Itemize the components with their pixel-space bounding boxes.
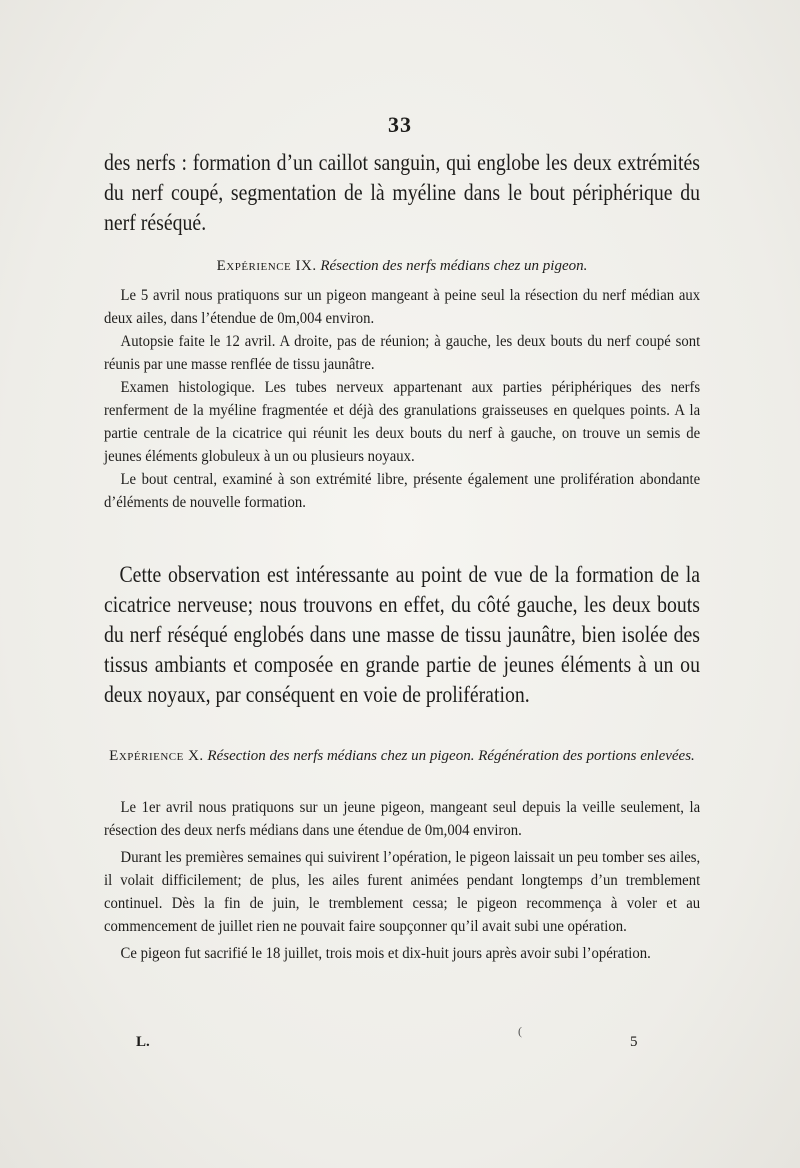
experiment-paragraph: Ce pigeon fut sacrifié le 18 juillet, trois mois et dix-huit jours après avoir subi l’opération. <box>120 945 651 962</box>
gathering-number: 5 <box>630 1034 638 1050</box>
paragraph-text: Cette observation est intéressante au point de vue de la formation de la cicatrice nerveuse; nous trouvons en effet, du côté gauche, les deux bouts du nerf réséqué englobés dans une masse de tissu jaunâtre, bien isolée des tissus ambiants et composée en grande partie de jeunes éléments à un ou deux noyaux, par conséquent en voie de prolifération. <box>104 562 700 707</box>
experiment-label: Expérience X. <box>109 748 204 764</box>
signature-mark: L. <box>136 1034 150 1050</box>
page-number: 33 <box>388 112 412 137</box>
experiment-paragraph: Examen histologique. Les tubes nerveux appartenant aux parties périphériques des nerfs renferment de la myéline fragmentée et déjà des granulations graisseuses en quelques points. A la partie centrale de la cicatrice qui réunit les deux bouts du nerf à gauche, on trouve un semis de jeunes éléments globuleux à un ou plusieurs noyaux. <box>104 379 701 465</box>
experiment-x-heading <box>104 746 700 767</box>
experiment-title: Résection des nerfs médians chez un pigeon. Régénération des portions enlevées. <box>207 748 695 764</box>
experiment-ix-heading <box>104 256 700 277</box>
experiment-title: Résection des nerfs médians chez un pigeon. <box>320 258 588 274</box>
paragraph-continuation <box>104 148 700 238</box>
experiment-paragraph: Autopsie faite le 12 avril. A droite, pas de réunion; à gauche, les deux bouts du nerf coupé sont réunis par une masse renflée de tissu jaunâtre. <box>104 333 701 373</box>
experiment-paragraph: Durant les premières semaines qui suivirent l’opération, le pigeon laissait un peu tomber ses ailes, il volait difficilement; de plus, les ailes furent animées pendant longtemps d’un tremblement continuel. Dès la fin de juin, le tremblement cessa; le pigeon recommença à voler et au commencement de juillet rien ne pouvait faire soupçonner qu’il avait subi une opération. <box>104 849 701 935</box>
stray-mark: ( <box>518 1024 522 1038</box>
experiment-paragraph: Le bout central, examiné à son extrémité libre, présente également une prolifération abondante d’éléments de nouvelle formation. <box>104 471 701 511</box>
experiment-label: Expérience IX. <box>216 258 317 274</box>
observation-paragraph <box>104 560 700 710</box>
experiment-paragraph: Le 1er avril nous pratiquons sur un jeune pigeon, mangeant seul depuis la veille seulement, la résection des deux nerfs médians dans une étendue de 0m,004 environ. <box>104 799 701 839</box>
experiment-x-body <box>104 796 700 965</box>
paragraph-text: des nerfs : formation d’un caillot sanguin, qui englobe les deux extrémités du nerf coupé, segmentation de là myéline dans le bout périphérique du nerf réséqué. <box>104 150 700 235</box>
experiment-ix-body <box>104 284 700 514</box>
experiment-paragraph: Le 5 avril nous pratiquons sur un pigeon mangeant à peine seul la résection du nerf médian aux deux ailes, dans l’étendue de 0m,004 environ. <box>104 287 701 327</box>
